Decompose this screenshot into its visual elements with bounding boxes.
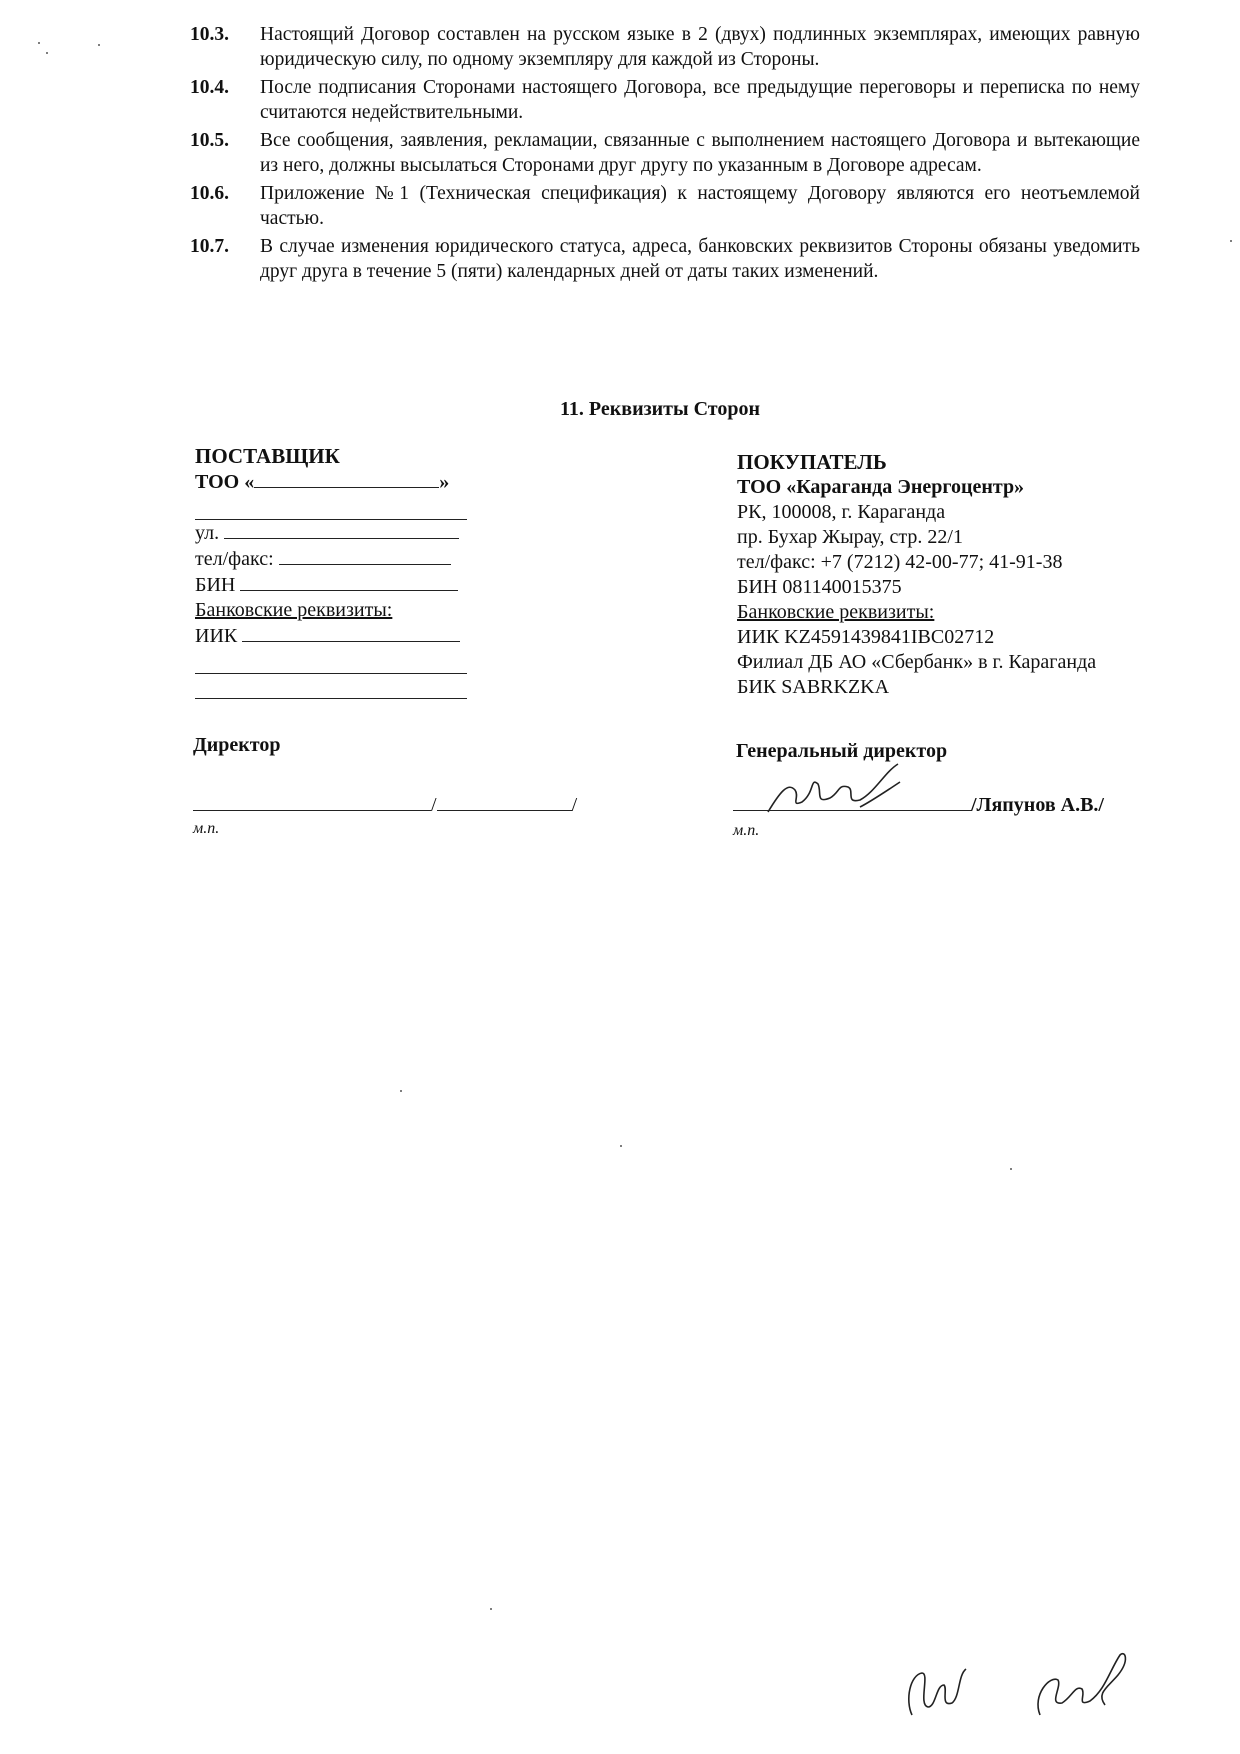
bin-blank [240, 572, 458, 591]
supplier-column [195, 444, 495, 699]
blank-line [195, 674, 467, 699]
street-label: ул. [195, 522, 220, 544]
scan-speck [400, 1090, 402, 1092]
scan-speck [620, 1145, 622, 1147]
buyer-address-line2: пр. Бухар Жырау, стр. 22/1 [737, 526, 963, 548]
clause-number: 10.4. [190, 77, 229, 98]
supplier-org-row [195, 469, 495, 495]
scan-speck [490, 1608, 492, 1610]
director-handwritten-signature [760, 762, 930, 822]
supplier-signature-line [193, 790, 577, 817]
supplier-org-prefix: ТОО « [195, 471, 255, 493]
supplier-street-row [195, 520, 495, 546]
clause-10-6 [190, 181, 1140, 231]
sign-separator: / [571, 794, 578, 816]
buyer-bik: БИК SABRKZKA [737, 676, 890, 698]
clause-number: 10.5. [190, 130, 229, 151]
blank-line [195, 649, 467, 674]
clauses-list [190, 22, 1140, 287]
supplier-org-blank [254, 469, 439, 488]
supplier-iik-row [195, 623, 495, 649]
supplier-director-label: Директор [193, 734, 281, 756]
scan-speck [38, 42, 40, 44]
buyer-iik: ИИК KZ4591439841IBC02712 [737, 626, 995, 648]
buyer-stamp-mark: м.п. [733, 822, 760, 839]
buyer-branch: Филиал ДБ АО «Сбербанк» в г. Караганда [737, 651, 1097, 673]
buyer-signer-name: /Ляпунов А.В./ [971, 794, 1104, 816]
buyer-org: ТОО «Караганда Энергоцентр» [737, 476, 1025, 498]
clause-number: 10.7. [190, 236, 229, 257]
signature-blank [193, 790, 431, 811]
blank-line [195, 495, 467, 520]
iik-blank [242, 623, 460, 642]
buyer-heading: ПОКУПАТЕЛЬ [737, 450, 887, 474]
clause-text: Приложение №1 (Техническая спецификация) к настоящему Договору являются его неотъемлемой частью. [260, 183, 1140, 229]
supplier-bin-row [195, 572, 495, 598]
supplier-phone-row [195, 546, 495, 572]
clause-10-4 [190, 75, 1140, 125]
scan-speck [46, 52, 48, 54]
sign-separator: / [431, 794, 437, 816]
buyer-director-label: Генеральный директор [736, 740, 948, 762]
supplier-heading: ПОСТАВЩИК [195, 444, 340, 468]
section-title: 11. Реквизиты Сторон [560, 398, 760, 420]
clause-text: В случае изменения юридического статуса, адреса, банковских реквизитов Стороны обязаны уведомить друг друга в течение 5 (пяти) календарных дней от даты таких изменений. [260, 236, 1140, 282]
phone-label: тел/факс: [195, 548, 274, 570]
supplier-stamp-mark: м.п. [193, 820, 220, 837]
supplier-org-suffix: » [439, 471, 450, 493]
clause-number: 10.3. [190, 24, 229, 45]
clause-text: После подписания Сторонами настоящего Договора, все предыдущие переговоры и переписка по нему считаются недействительными. [260, 77, 1140, 123]
buyer-bin: БИН 081140015375 [737, 576, 902, 598]
buyer-phone: тел/факс: +7 (7212) 42-00-77; 41-91-38 [737, 551, 1063, 573]
bin-label: БИН [195, 574, 236, 596]
buyer-address-line1: РК, 100008, г. Караганда [737, 501, 946, 523]
supplier-bank-label: Банковские реквизиты: [195, 599, 393, 621]
clause-10-7 [190, 234, 1140, 284]
buyer-bank-label: Банковские реквизиты: [737, 601, 935, 623]
clause-10-5 [190, 128, 1140, 178]
name-blank [437, 790, 572, 811]
iik-label: ИИК [195, 625, 238, 647]
scan-speck [1010, 1168, 1012, 1170]
scan-speck [98, 44, 100, 46]
clause-10-3 [190, 22, 1140, 72]
scan-speck [1230, 240, 1232, 242]
clause-text: Все сообщения, заявления, рекламации, связанные с выполнением настоящего Договора и вытекающие из него, должны высылаться Сторонами друг другу по указанным в Договоре адресам. [260, 130, 1140, 176]
clause-number: 10.6. [190, 183, 229, 204]
clause-text: Настоящий Договор составлен на русском языке в 2 (двух) подлинных экземплярах, имеющих равную юридическую силу, по одному экземпляру для каждой из Стороны. [260, 24, 1140, 70]
page-initials-signature [900, 1645, 1160, 1725]
street-blank [224, 520, 459, 539]
buyer-column [737, 450, 1207, 700]
phone-blank [279, 546, 451, 565]
